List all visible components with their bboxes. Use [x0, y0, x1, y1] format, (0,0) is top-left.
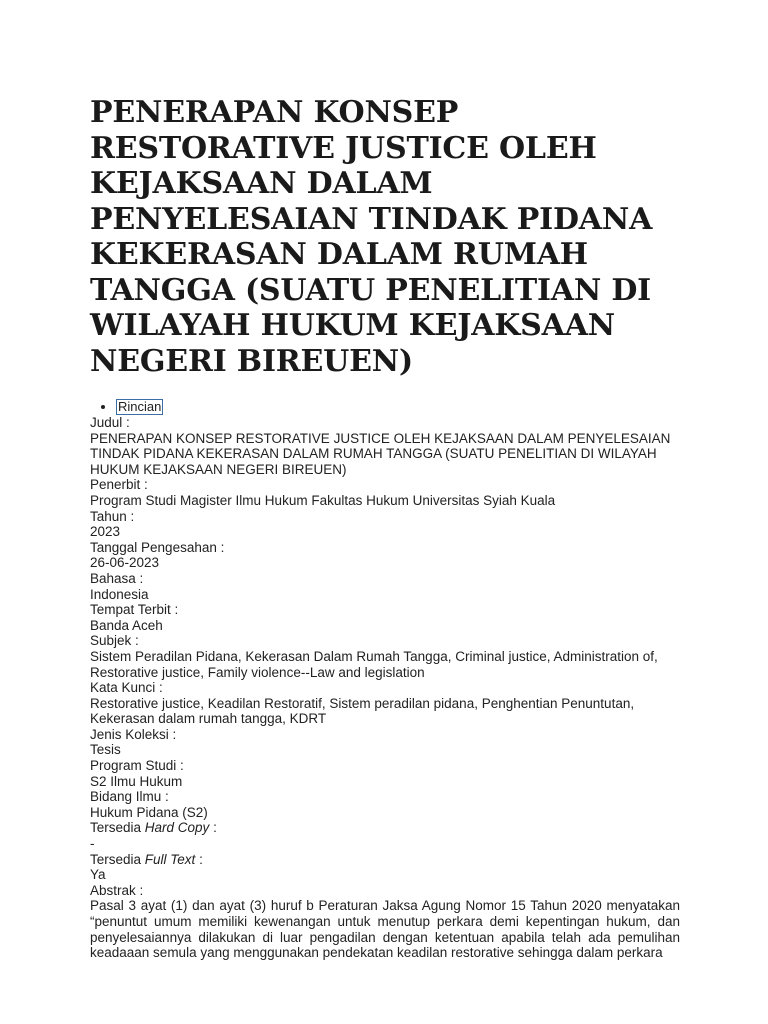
tahun-label: Tahun : [90, 508, 135, 524]
hard-copy-label-suffix: : [209, 820, 217, 836]
tab-item-rincian [116, 399, 680, 415]
full-text-label-suffix: : [195, 851, 203, 867]
abstrak-value: Pasal 3 ayat (1) dan ayat (3) huruf b Peraturan Jaksa Agung Nomor 15 Tahun 2020 menyatakan “penuntut umum memiliki kewenangan untuk menutup perkara demi kepentingan hukum, dan penyelesaiannya dilakukan di luar pengadilan dengan ketentuan apabila telah ada pemulihan keadaaan semula yang menggunakan pendekatan keadilan restorative sehingga dalam perkara [90, 898, 680, 961]
tahun-value: 2023 [90, 524, 121, 540]
program-studi-label: Program Studi : [90, 758, 184, 774]
bahasa-label: Bahasa : [90, 570, 144, 586]
detail-tabs [90, 399, 680, 415]
bidang-ilmu-value: Hukum Pidana (S2) [90, 804, 208, 820]
subjek-value: Sistem Peradilan Pidana, Kekerasan Dalam Rumah Tangga, Criminal justice, Administration of, Restorative justice, Family violence--Law and legislation [90, 648, 658, 680]
full-text-label [90, 852, 680, 868]
tanggal-pengesahan-value: 26-06-2023 [90, 555, 160, 571]
penerbit-value: Program Studi Magister Ilmu Hukum Fakultas Hukum Universitas Syiah Kuala [90, 492, 556, 508]
kata-kunci-label: Kata Kunci : [90, 680, 163, 696]
kata-kunci-value: Restorative justice, Keadilan Restoratif, Sistem peradilan pidana, Penghentian Penuntutan, Kekerasan dalam rumah tangga, KDRT [90, 695, 635, 727]
bidang-ilmu-label: Bidang Ilmu : [90, 789, 169, 805]
full-text-value: Ya [90, 867, 106, 883]
hard-copy-label-em: Hard Copy [144, 820, 210, 836]
penerbit-label: Penerbit : [90, 477, 148, 493]
judul-value: PENERAPAN KONSEP RESTORATIVE JUSTICE OLEH KEJAKSAAN DALAM PENYELESAIAN TINDAK PIDANA KEKERASAN DALAM RUMAH TANGGA (SUATU PENELITIAN DI WILAYAH HUKUM KEJAKSAAN NEGERI BIREUEN) [90, 430, 671, 477]
tab-rincian-link[interactable]: Rincian [118, 399, 162, 414]
hard-copy-value: - [90, 836, 95, 852]
document-page [90, 95, 680, 961]
judul-label: Judul : [90, 415, 130, 430]
hard-copy-label [90, 820, 680, 836]
jenis-koleksi-label: Jenis Koleksi : [90, 726, 177, 742]
full-text-label-prefix: Tersedia [90, 851, 145, 867]
subjek-label: Subjek : [90, 633, 139, 649]
hard-copy-label-prefix: Tersedia [90, 820, 145, 836]
tempat-terbit-value: Banda Aceh [90, 617, 163, 633]
metadata-list [90, 415, 680, 961]
tanggal-pengesahan-label: Tanggal Pengesahan : [90, 539, 225, 555]
full-text-label-em: Full Text [144, 851, 196, 867]
program-studi-value: S2 Ilmu Hukum [90, 773, 183, 789]
page-title: PENERAPAN KONSEP RESTORATIVE JUSTICE OLEH KEJAKSAAN DALAM PENYELESAIAN TINDAK PIDANA KEKERASAN DALAM RUMAH TANGGA (SUATU PENELITIAN DI WILAYAH HUKUM KEJAKSAAN NEGERI BIREUEN) [90, 95, 653, 379]
abstrak-label: Abstrak : [90, 882, 144, 898]
tempat-terbit-label: Tempat Terbit : [90, 602, 179, 618]
bahasa-value: Indonesia [90, 586, 149, 602]
jenis-koleksi-value: Tesis [90, 742, 121, 758]
